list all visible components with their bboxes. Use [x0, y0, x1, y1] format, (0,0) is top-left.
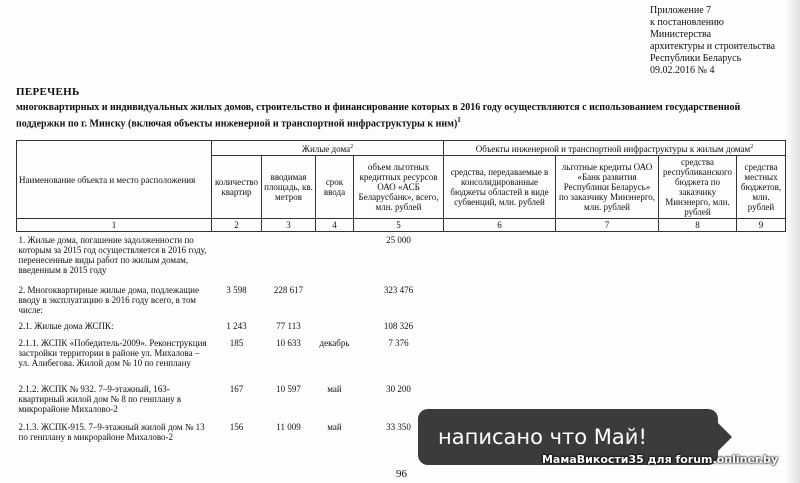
- appendix-line: 09.02.2016 № 4: [650, 65, 715, 76]
- row-credit: 25 000: [386, 235, 411, 245]
- objects-table-wrapper: [16, 140, 786, 445]
- row-area: 77 113: [276, 320, 301, 331]
- header-group-infra-label: Объекты инженерной и транспортной инфраструктуры к жилым домам: [475, 144, 751, 154]
- row-name: 2.1.1. ЖСПК «Победитель-2009». Реконструкция застройки территории в районе ул. Михалова – ул. Алибегова. Жилой дом № 10 по генплану: [18, 337, 207, 368]
- table-row: [17, 335, 786, 381]
- col-number: 2: [212, 219, 262, 232]
- row-name: 2.1.2. ЖСПК № 932. 7–9-этажный, 163-квартирный жилой дом № 8 по генплану в микрорайоне Михалово-2: [18, 383, 182, 414]
- header-group-houses-label: Жилые дома: [301, 144, 351, 154]
- row-credit: 30 200: [386, 383, 411, 394]
- appendix-line: Министерства: [650, 29, 712, 40]
- col-number: 4: [316, 219, 354, 232]
- header-devbank: льготные кредиты ОАО «Банк развития Республики Беларусь» по заказчику Минэнерго, млн. рублей: [556, 156, 659, 219]
- row-name: 2. Многоквартирные жилые дома, подлежащие вводу в эксплуатацию в 2016 году всего, в том числе:: [18, 284, 199, 315]
- watermark: МамаВикости35 для forum.onliner.by: [541, 453, 778, 466]
- header-term: срок ввода: [316, 156, 354, 219]
- col-number: 1: [17, 219, 212, 232]
- row-flats: 1 243: [226, 320, 247, 331]
- row-term: май: [327, 421, 342, 432]
- appendix-block: [650, 5, 800, 77]
- header-group-houses: [212, 141, 444, 156]
- header-rep-budget: средства республиканского бюджета по заказчику Минэнерго, млн. рублей: [659, 156, 737, 219]
- row-term: [316, 282, 354, 318]
- row-credit: 108 326: [383, 320, 414, 331]
- header-area: вводимая площадь, кв. метров: [262, 156, 316, 219]
- row-area: 10 633: [276, 337, 301, 348]
- appendix-line: Республики Беларусь: [650, 53, 742, 64]
- header-group-infra: [444, 141, 786, 156]
- table-row: [17, 232, 786, 282]
- appendix-line: архитектуры и строительства: [650, 41, 776, 52]
- col-number: 6: [444, 219, 556, 232]
- col-number: 8: [659, 219, 737, 232]
- row-credit: 323 476: [383, 284, 414, 295]
- row-flats: 167: [229, 383, 244, 394]
- appendix-line: к постановлению: [650, 17, 724, 28]
- row-term: [316, 232, 354, 282]
- header-name: Наименование объекта и место расположения: [17, 141, 212, 219]
- row-flats: [212, 232, 262, 282]
- table-row: [17, 282, 786, 318]
- row-area: 11 009: [276, 421, 301, 432]
- row-name: 2.1.3. ЖСПК-915. 7–9-этажный жилой дом № 13 по генплану в микрорайоне Михалово-2: [18, 421, 205, 442]
- table-row: [17, 318, 786, 335]
- row-term: декабрь: [319, 337, 350, 348]
- row-area: 228 617: [273, 284, 304, 295]
- row-term: май: [327, 383, 342, 394]
- row-flats: 185: [229, 337, 244, 348]
- page-number: 96: [396, 468, 407, 480]
- col-number: 5: [354, 219, 444, 232]
- row-flats: 3 598: [226, 284, 247, 295]
- page-edge-shadow: [786, 0, 800, 483]
- col-number: 3: [262, 219, 316, 232]
- header-group-infra-note: 2: [750, 144, 754, 150]
- row-term: [316, 318, 354, 335]
- row-name: 1. Жилые дома, погашение задолженности по которым за 2015 год осуществляется в 2016 году, перенесенные виды работ по жилым домам, введенным в 2015 году: [18, 235, 207, 275]
- objects-table: [16, 140, 786, 445]
- subtitle-footnote: 1: [457, 116, 461, 124]
- header-subventions: средства, передаваемые в консолидированные бюджеты областей в виде субвенций, млн. рублей: [444, 156, 556, 219]
- document-subtitle: [16, 101, 786, 130]
- header-group-houses-note: 2: [350, 144, 354, 150]
- col-number: 9: [737, 219, 786, 232]
- header-flats: количество квартир: [212, 156, 262, 219]
- header-local-budget: средства местных бюджетов, млн. рублей: [737, 156, 786, 219]
- row-area: 10 597: [276, 383, 301, 394]
- subtitle-text: многоквартирных и индивидуальных жилых домов, строительство и финансирование которых в 2016 году осуществляются с использованием государственной поддержки по г. Минску (включая объекты инженерной и транспортной инфраструктуры к ним): [16, 102, 741, 130]
- header-credit: объем льготных кредитных ресурсов ОАО «АСБ Беларусбанк», всего, млн. рублей: [354, 156, 444, 219]
- row-credit: 7 376: [388, 337, 409, 348]
- overlay-caption-text: написано что Май!: [438, 425, 647, 449]
- row-credit: 33 350: [386, 421, 411, 432]
- col-number: 7: [556, 219, 659, 232]
- appendix-line: Приложение 7: [650, 5, 712, 16]
- row-flats: 156: [229, 421, 244, 432]
- row-name: 2.1. Жилые дома ЖСПК:: [18, 320, 114, 331]
- document-title: ПЕРЕЧЕНЬ: [16, 86, 80, 98]
- row-area: [262, 232, 316, 282]
